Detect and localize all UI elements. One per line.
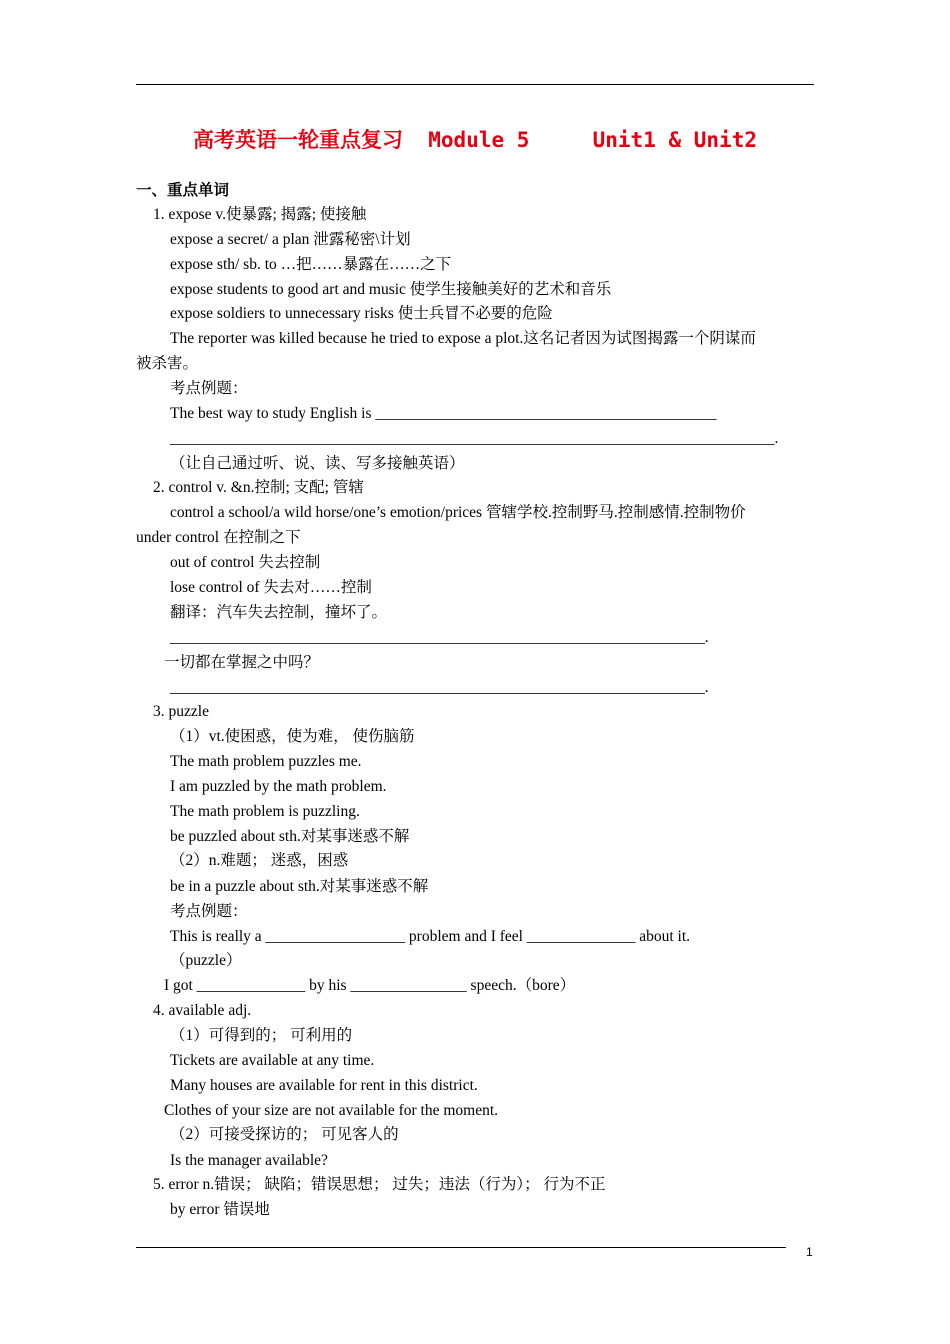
text-line: The reporter was killed because he tried to expose a plot.这名记者因为试图揭露一个阴谋而	[170, 330, 756, 347]
text-line: Clothes of your size are not available for the moment.	[164, 1102, 499, 1119]
text-line: The math problem puzzles me.	[170, 753, 362, 770]
page-number: 1	[806, 1245, 813, 1259]
answer-blank-line: _____________________________________________________________________.	[170, 679, 709, 696]
text-line: Many houses are available for rent in this district.	[170, 1077, 478, 1094]
text-line: 一切都在掌握之中吗？	[164, 654, 320, 671]
exercise-line: This is really a __________________ problem and I feel ______________ about it.	[170, 928, 691, 945]
text-line: The math problem is puzzling.	[170, 803, 360, 820]
text-line: out of control 失去控制	[170, 554, 321, 571]
exercise-line: I got ______________ by his _______________ speech.（bore）	[164, 977, 576, 994]
text-line: （1）vt.使困惑，使为难， 使伤脑筋	[170, 728, 415, 745]
text-line: （2）可接受探访的； 可见客人的	[170, 1126, 399, 1143]
text-line: （2）n.难题； 迷惑，困惑	[170, 852, 349, 869]
text-line: be in a puzzle about sth.对某事迷惑不解	[170, 878, 429, 895]
footer-rule	[136, 1247, 786, 1248]
text-line: lose control of 失去对……控制	[170, 579, 372, 596]
text-line: expose a secret/ a plan 泄露秘密\计划	[170, 231, 411, 248]
answer-blank-line: _____________________________________________________________________.	[170, 629, 709, 646]
text-line: （1）可得到的； 可利用的	[170, 1027, 353, 1044]
page-title: 高考英语一轮重点复习 Module 5 Unit1 & Unit2	[192, 128, 757, 152]
text-line: 被杀害。	[136, 355, 199, 372]
section-heading: 一、重点单词	[136, 182, 230, 199]
text-line: expose soldiers to unnecessary risks 使士兵冒不必要的危险	[170, 305, 553, 322]
text-line: 1. expose v.使暴露; 揭露; 使接触	[153, 206, 367, 223]
text-line: 3. puzzle	[153, 703, 209, 720]
text-line: 翻译：汽车失去控制，撞坏了。	[170, 604, 388, 621]
text-line: 2. control v. &n.控制; 支配; 管辖	[153, 479, 364, 496]
text-line: expose sth/ sb. to …把……暴露在……之下	[170, 256, 452, 273]
text-line: I am puzzled by the math problem.	[170, 778, 387, 795]
text-line: 考点例题：	[170, 380, 248, 397]
text-line: under control 在控制之下	[136, 529, 301, 546]
text-line: be puzzled about sth.对某事迷惑不解	[170, 828, 410, 845]
text-line: 4. available adj.	[153, 1002, 252, 1019]
text-line: expose students to good art and music 使学生接触美好的艺术和音乐	[170, 281, 612, 298]
text-line: 考点例题：	[170, 903, 248, 920]
text-line: control a school/a wild horse/one’s emotion/prices 管辖学校.控制野马.控制感情.控制物价	[170, 504, 746, 521]
exercise-line: The best way to study English is ____________________________________________	[170, 405, 717, 422]
text-line: Is the manager available?	[170, 1152, 328, 1169]
text-line: by error 错误地	[170, 1201, 270, 1218]
text-line: （puzzle）	[170, 952, 242, 969]
text-line: 5. error n.错误； 缺陷；错误思想； 过失；违法（行为）； 行为不正	[153, 1176, 606, 1193]
text-line: Tickets are available at any time.	[170, 1052, 375, 1069]
answer-blank-line: ______________________________________________________________________________.	[170, 430, 779, 447]
header-rule	[136, 84, 814, 85]
text-line: （让自己通过听、说、读、写多接触英语）	[170, 455, 465, 472]
